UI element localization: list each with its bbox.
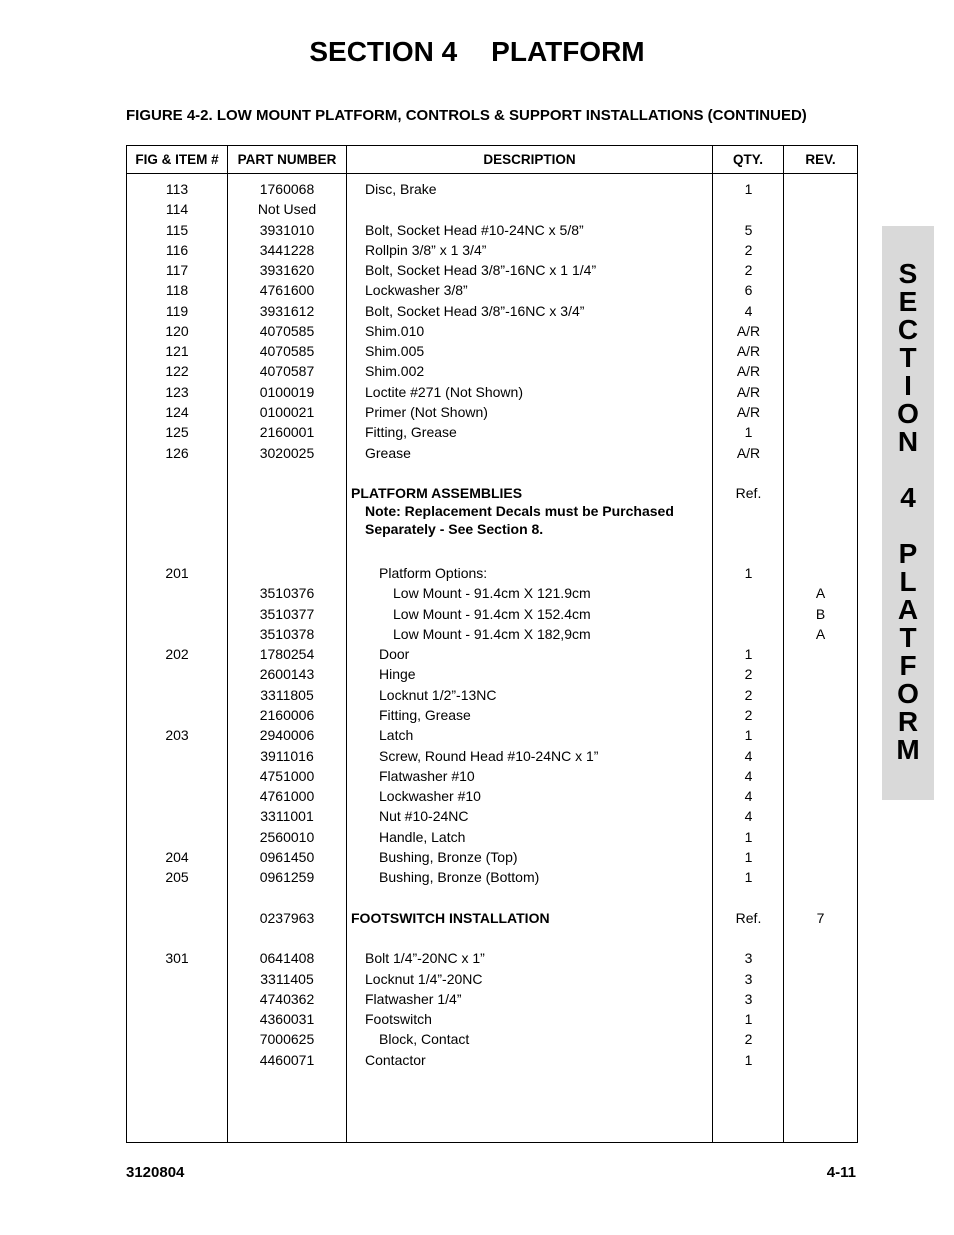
table-row xyxy=(127,179,857,197)
description-cell: Bolt, Socket Head 3/8”-16NC x 1 1/4” xyxy=(365,262,597,279)
fig-item-cell: 122 xyxy=(165,363,189,380)
table-row xyxy=(127,240,857,258)
side-tab-letter: T xyxy=(899,622,917,653)
description-cell: Platform Options: xyxy=(379,565,488,582)
section-name: PLATFORM xyxy=(491,36,645,67)
qty-cell: 4 xyxy=(744,302,753,319)
description-cell: Rollpin 3/8” x 1 3/4” xyxy=(365,241,487,258)
description-cell: Low Mount - 91.4cm X 121.9cm xyxy=(393,585,591,602)
description-cell: FOOTSWITCH INSTALLATION xyxy=(351,909,550,926)
table-row xyxy=(127,685,857,703)
part-number-cell: 0961259 xyxy=(259,869,315,886)
part-number-cell: 2160006 xyxy=(259,707,315,723)
qty-cell: A/R xyxy=(736,343,761,360)
side-tab-letter xyxy=(882,456,934,484)
qty-cell: 2 xyxy=(744,1031,753,1048)
table-row xyxy=(127,1009,857,1027)
qty-cell: A/R xyxy=(736,444,761,461)
table-row xyxy=(127,483,857,501)
qty-cell: 1 xyxy=(744,1051,753,1068)
description-cell: Bolt, Socket Head #10-24NC x 5/8” xyxy=(365,221,584,238)
section-side-tab xyxy=(882,226,934,800)
part-number-cell: 3311805 xyxy=(260,686,314,703)
side-tab-letter: N xyxy=(897,426,919,457)
qty-cell: 4 xyxy=(744,808,753,825)
side-tab-letter: M xyxy=(896,734,920,765)
description-cell: Lockwasher 3/8” xyxy=(365,282,468,299)
side-tab-letter: C xyxy=(897,314,919,345)
table-row xyxy=(127,1050,857,1068)
section-title xyxy=(0,32,954,72)
table-row xyxy=(127,969,857,987)
description-cell: Bolt, Socket Head 3/8”-16NC x 3/4” xyxy=(365,302,585,319)
side-tab-letter: L xyxy=(899,566,917,597)
qty-cell: 1 xyxy=(744,828,753,845)
table-row xyxy=(127,402,857,420)
description-cell: Fitting, Grease xyxy=(365,424,457,441)
qty-cell: 6 xyxy=(744,282,753,299)
qty-cell: 3 xyxy=(744,970,753,987)
fig-item-cell: 114 xyxy=(165,201,189,218)
qty-cell: A/R xyxy=(736,363,761,380)
fig-item-cell: 204 xyxy=(165,848,189,865)
header-divider xyxy=(127,173,857,174)
fig-item-cell: 118 xyxy=(165,282,189,299)
side-tab-letter: I xyxy=(904,370,912,401)
description-cell: Primer (Not Shown) xyxy=(365,403,488,420)
column-header-description: DESCRIPTION xyxy=(483,152,576,167)
part-number-cell: 7000625 xyxy=(259,1031,315,1048)
description-cell: Shim.002 xyxy=(365,363,425,380)
table-row xyxy=(127,705,857,723)
table-row xyxy=(127,786,857,804)
qty-cell: 2 xyxy=(744,686,753,703)
description-cell: Low Mount - 91.4cm X 182,9cm xyxy=(393,625,591,642)
part-number-cell: 4740362 xyxy=(259,990,315,1007)
table-row xyxy=(127,664,857,682)
fig-item-cell: 203 xyxy=(165,727,189,744)
description-cell: PLATFORM ASSEMBLIES xyxy=(351,485,523,502)
rev-cell: A xyxy=(815,625,826,642)
qty-cell: 1 xyxy=(744,727,753,744)
table-row xyxy=(127,301,857,319)
description-cell: Door xyxy=(379,646,410,663)
figure-title: FIGURE 4-2. LOW MOUNT PLATFORM, CONTROLS & SUPPORT INSTALLATIONS (CONTINUED) xyxy=(126,107,807,124)
table-row xyxy=(127,725,857,743)
part-number-cell: 2600143 xyxy=(259,666,315,683)
qty-cell: 1 xyxy=(744,565,753,582)
qty-cell: Ref. xyxy=(735,909,762,926)
qty-cell: Ref. xyxy=(735,485,762,502)
description-cell: Locknut 1/4”-20NC xyxy=(365,970,483,987)
rev-cell: 7 xyxy=(816,909,825,926)
table-row xyxy=(127,1029,857,1047)
part-number-cell: 3311405 xyxy=(260,970,314,987)
side-tab-letter: R xyxy=(897,706,919,737)
description-cell: Lockwasher #10 xyxy=(379,788,481,805)
fig-item-cell: 115 xyxy=(165,221,189,238)
qty-cell: 4 xyxy=(744,788,753,805)
side-tab-letter: O xyxy=(897,678,919,709)
table-row xyxy=(127,422,857,440)
table-row xyxy=(127,280,857,298)
rev-cell: A xyxy=(815,585,826,602)
part-number-cell: 3510377 xyxy=(259,605,315,622)
description-cell: Footswitch xyxy=(365,1011,432,1028)
part-number-cell: 3911016 xyxy=(260,747,314,764)
table-row xyxy=(127,989,857,1007)
part-number-cell: 3311001 xyxy=(260,808,314,825)
qty-cell: A/R xyxy=(736,403,761,420)
column-header-rev: REV. xyxy=(805,152,836,167)
description-cell: Latch xyxy=(379,727,414,744)
part-number-cell: 4360031 xyxy=(259,1011,315,1028)
description-cell: Note: Replacement Decals must be Purchased Separately - See Section 8. xyxy=(365,503,674,537)
table-row xyxy=(127,908,857,926)
table-row xyxy=(127,746,857,764)
table-row xyxy=(127,503,857,538)
column-header-part-number: PART NUMBER xyxy=(237,152,337,167)
description-cell: Locknut 1/2”-13NC xyxy=(379,686,497,703)
fig-item-cell: 202 xyxy=(165,646,189,663)
qty-cell: 4 xyxy=(744,767,753,784)
description-cell: Block, Contact xyxy=(379,1031,470,1048)
part-number-cell: 4761000 xyxy=(259,788,315,805)
part-number-cell: 0100019 xyxy=(259,383,315,400)
table-row xyxy=(127,766,857,784)
part-number-cell: 4761600 xyxy=(259,282,315,299)
qty-cell: 5 xyxy=(744,221,753,238)
description-cell: Flatwasher 1/4” xyxy=(365,990,462,1007)
side-tab-letter: P xyxy=(898,538,918,569)
part-number-cell: 0961450 xyxy=(259,848,315,865)
table-row xyxy=(127,867,857,885)
qty-cell: 2 xyxy=(744,707,753,723)
table-row xyxy=(127,199,857,217)
side-tab-letter xyxy=(882,512,934,540)
fig-item-cell: 113 xyxy=(165,181,189,197)
description-cell: Bolt 1/4”-20NC x 1” xyxy=(365,950,485,967)
fig-item-cell: 117 xyxy=(165,262,189,279)
side-tab-letter: A xyxy=(897,594,919,625)
side-tab-letter: T xyxy=(899,342,917,373)
part-number-cell: 0237963 xyxy=(259,909,315,926)
fig-item-cell: 126 xyxy=(165,444,189,461)
fig-item-cell: 124 xyxy=(165,403,189,420)
part-number-cell: 4460071 xyxy=(259,1051,315,1068)
table-row xyxy=(127,948,857,966)
table-row xyxy=(127,847,857,865)
part-number-cell: 3020025 xyxy=(259,444,315,461)
part-number-cell: 3931612 xyxy=(259,302,315,319)
description-cell: Bushing, Bronze (Top) xyxy=(379,848,518,865)
column-header-qty: QTY. xyxy=(732,152,763,167)
table-row xyxy=(127,220,857,238)
fig-item-cell: 120 xyxy=(165,322,189,339)
fig-item-cell: 301 xyxy=(165,950,189,967)
part-number-cell: 4070585 xyxy=(259,322,315,339)
part-number-cell: 3441228 xyxy=(259,241,315,258)
description-cell: Disc, Brake xyxy=(365,181,437,197)
qty-cell: 1 xyxy=(744,1011,753,1028)
part-number-cell: 3931010 xyxy=(259,221,315,238)
fig-item-cell: 123 xyxy=(165,383,189,400)
part-number-cell: Not Used xyxy=(257,201,317,218)
side-tab-letter: E xyxy=(898,286,918,317)
side-tab-letter: F xyxy=(899,650,917,681)
qty-cell: 1 xyxy=(744,424,753,441)
part-number-cell: 2940006 xyxy=(259,727,315,744)
fig-item-cell: 201 xyxy=(165,565,189,582)
part-number-cell: 3510376 xyxy=(259,585,315,602)
parts-table xyxy=(126,145,858,1143)
part-number-cell: 0641408 xyxy=(259,950,315,967)
qty-cell: 1 xyxy=(744,181,753,197)
qty-cell: 1 xyxy=(744,869,753,886)
qty-cell: 2 xyxy=(744,262,753,279)
part-number-cell: 2560010 xyxy=(259,828,315,845)
description-cell: Handle, Latch xyxy=(379,828,466,845)
side-tab-letters xyxy=(882,260,934,764)
table-row xyxy=(127,806,857,824)
table-row xyxy=(127,827,857,845)
description-cell: Contactor xyxy=(365,1051,426,1068)
description-cell: Low Mount - 91.4cm X 152.4cm xyxy=(393,605,591,622)
table-row xyxy=(127,382,857,400)
part-number-cell: 3510378 xyxy=(259,625,315,642)
part-number-cell: 4070587 xyxy=(259,363,315,380)
fig-item-cell: 121 xyxy=(165,343,189,360)
description-cell: Flatwasher #10 xyxy=(379,767,475,784)
table-row xyxy=(127,341,857,359)
fig-item-cell: 125 xyxy=(165,424,189,441)
section-label: SECTION 4 xyxy=(309,36,458,67)
description-cell: Fitting, Grease xyxy=(379,707,471,723)
qty-cell: A/R xyxy=(736,322,761,339)
qty-cell: 2 xyxy=(744,666,753,683)
table-row xyxy=(127,361,857,379)
fig-item-cell: 119 xyxy=(165,302,189,319)
description-cell: Bushing, Bronze (Bottom) xyxy=(379,869,540,886)
qty-cell: 2 xyxy=(744,241,753,258)
part-number-cell: 1760068 xyxy=(259,181,315,197)
qty-cell: A/R xyxy=(736,383,761,400)
part-number-cell: 4751000 xyxy=(259,767,315,784)
table-row xyxy=(127,563,857,581)
column-header-fig-item: FIG & ITEM # xyxy=(135,152,219,167)
table-row xyxy=(127,443,857,461)
qty-cell: 1 xyxy=(744,646,753,663)
description-cell: Nut #10-24NC xyxy=(379,808,469,825)
part-number-cell: 1780254 xyxy=(259,646,315,663)
fig-item-cell: 205 xyxy=(165,869,189,886)
qty-cell: 4 xyxy=(744,747,753,764)
description-cell: Hinge xyxy=(379,666,416,683)
table-row xyxy=(127,260,857,278)
rev-cell: B xyxy=(815,605,826,622)
qty-cell: 3 xyxy=(744,950,753,967)
description-cell: Screw, Round Head #10-24NC x 1” xyxy=(379,747,599,764)
qty-cell: 1 xyxy=(744,848,753,865)
qty-cell: 3 xyxy=(744,990,753,1007)
doc-number: 3120804 xyxy=(126,1164,185,1181)
side-tab-letter: O xyxy=(897,398,919,429)
fig-item-cell: 116 xyxy=(165,241,189,258)
description-cell: Grease xyxy=(365,444,411,461)
page-number: 4-11 xyxy=(826,1164,856,1181)
part-number-cell: 2160001 xyxy=(259,424,315,441)
table-row xyxy=(127,644,857,662)
table-row xyxy=(127,624,857,642)
description-cell: Shim.010 xyxy=(365,322,425,339)
table-row xyxy=(127,604,857,622)
side-tab-letter: S xyxy=(898,258,918,289)
part-number-cell: 3931620 xyxy=(259,262,315,279)
table-row xyxy=(127,321,857,339)
part-number-cell: 0100021 xyxy=(259,403,315,420)
description-cell: Loctite #271 (Not Shown) xyxy=(365,383,523,400)
description-cell: Shim.005 xyxy=(365,343,425,360)
side-tab-letter: 4 xyxy=(900,482,916,513)
part-number-cell: 4070585 xyxy=(259,343,315,360)
table-row xyxy=(127,583,857,601)
